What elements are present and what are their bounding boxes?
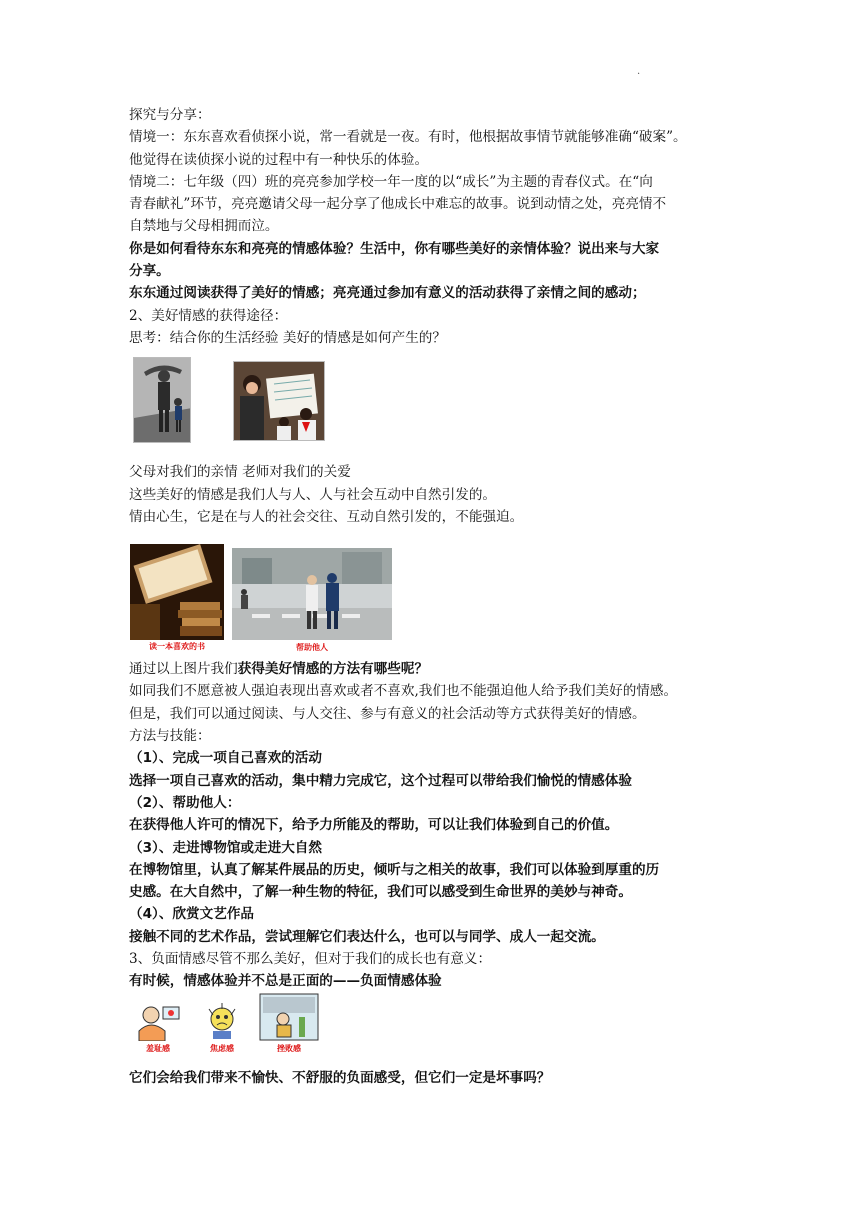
text-line: 自禁地与父母相拥而泣。: [129, 218, 279, 235]
text-line: 如同我们不愿意被人强迫表现出喜欢或者不喜欢,我们也不能强迫他人给予我们美好的情感。: [129, 683, 678, 700]
text-line: 青春献礼”环节，亮亮邀请父母一起分享了他成长中难忘的故事。说到动情之处，亮亮情不: [129, 196, 667, 213]
document-body: [129, 104, 829, 1089]
shame-image: [133, 1001, 183, 1053]
reading-caption: 读一本喜欢的书: [149, 642, 205, 652]
anxiety-image: [199, 1001, 245, 1053]
text-line: 思考：结合你的生活经验 美好的情感是如何产生的？: [129, 329, 446, 346]
text-line: 有时候，情感体验并不总是正面的——负面情感体验: [129, 973, 442, 990]
text-line: 这些美好的情感是我们人与人、人与社会互动中自然引发的。: [129, 486, 497, 503]
reading-book-photo: [130, 544, 224, 652]
text-line: 在获得他人许可的情况下，给予力所能及的帮助，可以让我们体验到自己的价值。: [129, 817, 619, 834]
text-line: （2）、帮助他人：: [129, 794, 241, 811]
question-prefix: 通过以上图片我们: [129, 661, 238, 678]
anxiety-caption: 焦虑感: [210, 1043, 234, 1053]
frustration-caption: 挫败感: [277, 1043, 301, 1053]
helping-others-photo: [232, 548, 392, 654]
page-mark: .: [637, 66, 641, 77]
helping-caption: 帮助他人: [296, 643, 328, 653]
negative-emotion-images: [129, 993, 829, 1053]
text-line: 分享。: [129, 263, 170, 280]
question-bold: 获得美好情感的方法有哪些呢？: [237, 661, 429, 678]
text-line: 情境二：七年级（四）班的亮亮参加学校一年一度的以“成长”为主题的青春仪式。在“向: [129, 173, 653, 190]
frustration-image: [259, 993, 319, 1055]
question-line: [129, 658, 829, 680]
final-question: 它们会给我们带来不愉快、不舒服的负面感受，但它们一定是坏事吗？: [129, 1069, 551, 1086]
text-line: 父母对我们的亲情 老师对我们的关爱: [129, 464, 351, 481]
text-line: 方法与技能：: [129, 728, 211, 745]
photo-explanation: [129, 461, 829, 528]
photo-row-family-teacher: [129, 349, 829, 461]
text-line: （1）、完成一项自己喜欢的活动: [129, 750, 322, 767]
teacher-student-photo: [233, 361, 325, 441]
text-line: 但是，我们可以通过阅读、与人交往、参与有意义的社会活动等方式获得美好的情感。: [129, 705, 646, 722]
methods-section: [129, 680, 829, 992]
intro-section: [129, 104, 829, 349]
text-line: 3、负面情感尽管不那么美好，但对于我们的成长也有意义：: [129, 951, 492, 968]
text-line: （3）、走进博物馆或走进大自然: [129, 839, 322, 856]
text-line: 在博物馆里，认真了解某件展品的历史，倾听与之相关的故事，我们可以体验到厚重的历: [129, 861, 660, 878]
text-line: 探究与分享：: [129, 107, 211, 123]
photo-row-reading-helping: [129, 528, 829, 653]
text-line: 情境一：东东喜欢看侦探小说，常一看就是一夜。有时，他根据故事情节就能够准确“破案”。: [129, 129, 687, 146]
text-line: 情由心生，它是在与人的社会交往、互动自然引发的，不能强迫。: [129, 508, 524, 525]
text-line: 接触不同的艺术作品，尝试理解它们表达什么，也可以与同学、成人一起交流。: [129, 928, 605, 945]
parent-child-photo: [133, 357, 191, 443]
text-line: 东东通过阅读获得了美好的情感；亮亮通过参加有意义的活动获得了亲情之间的感动；: [129, 285, 646, 302]
shame-caption: 羞耻感: [146, 1043, 170, 1053]
text-line: （4）、欣赏文艺作品: [129, 906, 255, 923]
text-line: 史感。在大自然中，了解一种生物的特征，我们可以感受到生命世界的美妙与神奇。: [129, 884, 632, 901]
text-line: 他觉得在读侦探小说的过程中有一种快乐的体验。: [129, 151, 429, 168]
text-line: 选择一项自己喜欢的活动，集中精力完成它，这个过程可以带给我们愉悦的情感体验: [129, 772, 632, 789]
text-line: 2、美好情感的获得途径：: [129, 307, 288, 324]
text-line: 你是如何看待东东和亮亮的情感体验？生活中，你有哪些美好的亲情体验？说出来与大家: [129, 240, 660, 257]
